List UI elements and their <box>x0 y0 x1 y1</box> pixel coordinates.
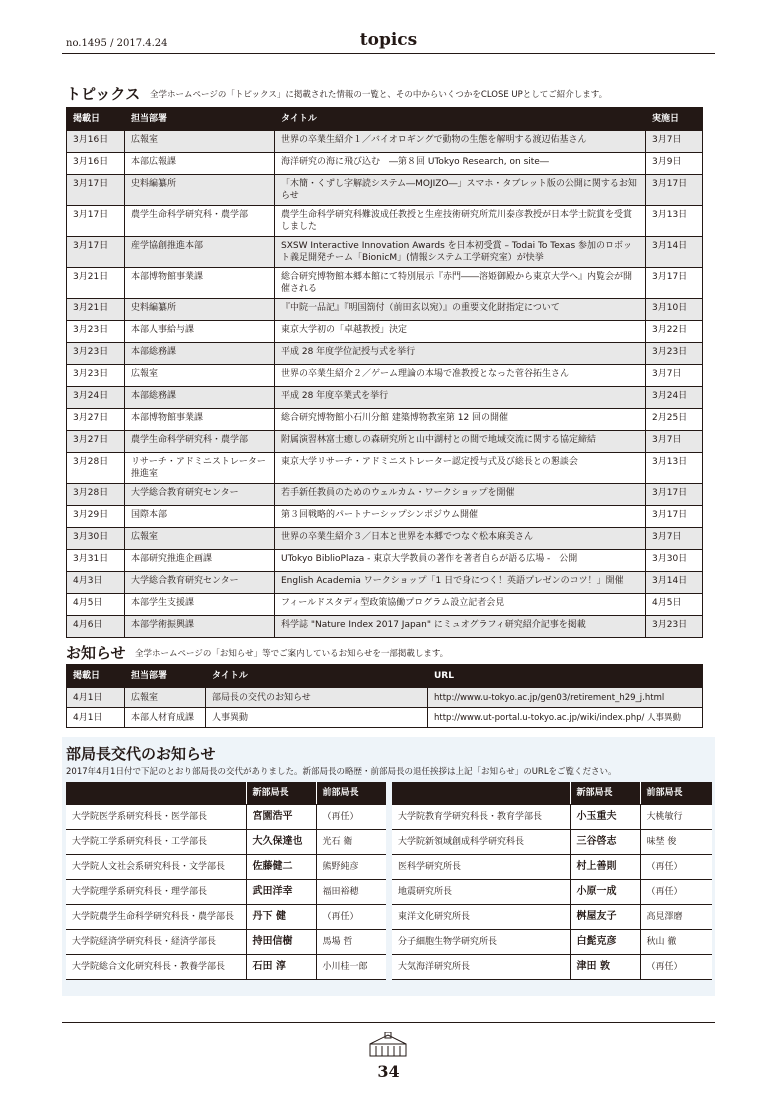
dept-cell: 本部研究推進企画課 <box>125 550 275 572</box>
title-cell: 附属演習林富士癒しの森研究所と山中湖村との間で地域交流に関する協定締結 <box>275 431 646 453</box>
date-cell: 3月21日 <box>67 268 125 299</box>
table-row <box>67 268 703 299</box>
date-cell: 3月16日 <box>67 131 125 153</box>
office-cell: 東洋文化研究所長 <box>392 905 570 930</box>
held-date-cell: 3月13日 <box>646 206 703 237</box>
date-cell: 3月23日 <box>67 365 125 387</box>
col-header-office <box>66 782 246 805</box>
title-cell: 平成 28 年度卒業式を挙行 <box>275 387 646 409</box>
dept-cell: 広報室 <box>125 131 275 153</box>
held-date-cell: 3月23日 <box>646 343 703 365</box>
title-cell: SXSW Interactive Innovation Awards を日本初受賞 – Todai To Texas 参加のロボット義足開発チーム「BionicM」(情報システム工学研究室）が快挙 <box>275 237 646 268</box>
table-row <box>66 855 386 880</box>
held-date-cell: 3月17日 <box>646 506 703 528</box>
held-date-cell: 3月17日 <box>646 268 703 299</box>
date-cell: 3月30日 <box>67 528 125 550</box>
page-number: 34 <box>377 1062 400 1081</box>
date-cell: 3月23日 <box>67 321 125 343</box>
table-row <box>67 343 703 365</box>
office-cell: 大学院理学系研究科長・理学部長 <box>66 880 246 905</box>
exchange-body-left <box>66 805 386 980</box>
col-header-title: タイトル <box>206 665 428 688</box>
dept-cell: 広報室 <box>125 688 206 708</box>
exchange-header-row <box>66 782 386 805</box>
date-cell: 3月31日 <box>67 550 125 572</box>
table-row <box>67 387 703 409</box>
held-date-cell: 2月25日 <box>646 409 703 431</box>
dept-cell: 本部博物館事業課 <box>125 409 275 431</box>
table-row <box>67 453 703 484</box>
topics-table <box>66 107 703 638</box>
previous-head-cell: 馬場 哲 <box>316 930 386 955</box>
header-rule <box>62 53 715 54</box>
dept-cell: 広報室 <box>125 365 275 387</box>
dept-cell: 史料編纂所 <box>125 175 275 206</box>
dept-cell: 本部広報課 <box>125 153 275 175</box>
new-head-cell: 武田洋幸 <box>246 880 316 905</box>
title-cell: 科学誌 "Nature Index 2017 Japan" にミュオグラフィ研究紹介記事を掲載 <box>275 616 646 638</box>
dept-cell: リサーチ・アドミニストレーター推進室 <box>125 453 275 484</box>
previous-head-cell: 秋山 徹 <box>640 930 712 955</box>
col-header-date: 掲載日 <box>67 108 125 131</box>
exchange-table-left <box>66 782 386 980</box>
footer-rule <box>62 1022 715 1023</box>
new-head-cell: 大久保達也 <box>246 830 316 855</box>
date-cell: 3月17日 <box>67 237 125 268</box>
notices-table <box>66 664 703 728</box>
dept-cell: 産学協創推進本部 <box>125 237 275 268</box>
table-row <box>392 830 712 855</box>
table-row <box>67 237 703 268</box>
dept-cell: 本部人材育成課 <box>125 708 206 728</box>
new-head-cell: 宮園浩平 <box>246 805 316 830</box>
held-date-cell: 3月10日 <box>646 299 703 321</box>
date-cell: 4月5日 <box>67 594 125 616</box>
date-cell: 3月23日 <box>67 343 125 365</box>
office-cell: 大学院総合文化研究科長・教養学部長 <box>66 955 246 980</box>
table-row <box>392 805 712 830</box>
table-row <box>67 484 703 506</box>
date-cell: 4月1日 <box>67 688 125 708</box>
new-head-cell: 石田 淳 <box>246 955 316 980</box>
col-header-prev: 前部局長 <box>316 782 386 805</box>
new-head-cell: 持田信樹 <box>246 930 316 955</box>
office-cell: 地震研究所長 <box>392 880 570 905</box>
title-cell: フィールドスタディ型政策協働プログラム設立記者会見 <box>275 594 646 616</box>
exchange-title: 部局長交代のお知らせ <box>66 745 216 763</box>
date-cell: 4月3日 <box>67 572 125 594</box>
office-cell: 大気海洋研究所長 <box>392 955 570 980</box>
held-date-cell: 3月17日 <box>646 175 703 206</box>
office-cell: 医科学研究所長 <box>392 855 570 880</box>
table-row <box>67 616 703 638</box>
dept-cell: 大学総合教育研究センター <box>125 484 275 506</box>
office-cell: 大学院医学系研究科長・医学部長 <box>66 805 246 830</box>
title-cell: 農学生命科学研究科難波成任教授と生産技術研究所荒川泰彦教授が日本学士院賞を受賞しました <box>275 206 646 237</box>
exchange-body-right <box>392 805 712 980</box>
date-cell: 3月28日 <box>67 453 125 484</box>
previous-head-cell: 福田裕穂 <box>316 880 386 905</box>
office-cell: 大学院農学生命科学研究科長・農学部長 <box>66 905 246 930</box>
date-cell: 3月17日 <box>67 175 125 206</box>
notices-title: お知らせ <box>66 644 126 662</box>
col-header-date: 掲載日 <box>67 665 125 688</box>
new-head-cell: 小原一成 <box>570 880 640 905</box>
title-cell: 世界の卒業生紹介３／日本と世界を本郷でつなぐ松本麻美さん <box>275 528 646 550</box>
previous-head-cell: 小川桂一郎 <box>316 955 386 980</box>
previous-head-cell: 熊野純彦 <box>316 855 386 880</box>
col-header-dept: 担当部署 <box>125 108 275 131</box>
table-row <box>67 708 703 728</box>
table-row <box>66 880 386 905</box>
table-row <box>67 321 703 343</box>
held-date-cell: 3月9日 <box>646 153 703 175</box>
previous-head-cell: （再任） <box>640 955 712 980</box>
table-row <box>67 131 703 153</box>
table-row <box>66 930 386 955</box>
held-date-cell: 3月22日 <box>646 321 703 343</box>
col-header-title: タイトル <box>275 108 646 131</box>
date-cell: 3月16日 <box>67 153 125 175</box>
new-head-cell: 村上善則 <box>570 855 640 880</box>
new-head-cell: 津田 敦 <box>570 955 640 980</box>
dept-cell: 広報室 <box>125 528 275 550</box>
table-row <box>66 955 386 980</box>
topics-header-row <box>67 108 703 131</box>
title-cell: 海洋研究の海に飛び込む ―第８回 UTokyo Research, on site― <box>275 153 646 175</box>
title-cell: 世界の卒業生紹介１／バイオロギングで動物の生態を解明する渡辺佑基さん <box>275 131 646 153</box>
date-cell: 3月21日 <box>67 299 125 321</box>
table-row <box>67 299 703 321</box>
held-date-cell: 3月7日 <box>646 431 703 453</box>
held-date-cell: 3月14日 <box>646 572 703 594</box>
previous-head-cell: 大桃敏行 <box>640 805 712 830</box>
table-row <box>392 905 712 930</box>
issue-info: no.1495 / 2017.4.24 <box>66 38 168 49</box>
title-cell: 東京大学初の「卓越教授」決定 <box>275 321 646 343</box>
date-cell: 3月24日 <box>67 387 125 409</box>
office-cell: 大学院新領域創成科学研究科長 <box>392 830 570 855</box>
date-cell: 3月28日 <box>67 484 125 506</box>
table-row <box>67 153 703 175</box>
date-cell: 3月27日 <box>67 409 125 431</box>
previous-head-cell: （再任） <box>316 905 386 930</box>
url-cell: http://www.ut-portal.u-tokyo.ac.jp/wiki/index.php/ 人事異動 <box>428 708 703 728</box>
col-header-dept: 担当部署 <box>125 665 206 688</box>
dept-cell: 農学生命科学研究科・農学部 <box>125 431 275 453</box>
exchange-header-row <box>392 782 712 805</box>
notices-body <box>67 688 703 728</box>
table-row <box>67 572 703 594</box>
table-row <box>67 528 703 550</box>
dept-cell: 本部学生支援課 <box>125 594 275 616</box>
table-row <box>66 805 386 830</box>
table-row <box>67 431 703 453</box>
title-cell: 「木簡・くずし字解読システム―MOJIZO―」スマホ・タブレット版の公開に関するお知らせ <box>275 175 646 206</box>
office-cell: 分子細胞生物学研究所長 <box>392 930 570 955</box>
table-row <box>67 688 703 708</box>
title-cell: 総合研究博物館本郷本館にて特別展示『赤門――溶姫御殿から東京大学へ』内覧会が開催される <box>275 268 646 299</box>
title-cell: 『中院一品記』『明国箚付（前田玄以宛）』の重要文化財指定について <box>275 299 646 321</box>
held-date-cell: 3月14日 <box>646 237 703 268</box>
title-cell: 平成 28 年度学位記授与式を挙行 <box>275 343 646 365</box>
dept-cell: 本部総務課 <box>125 387 275 409</box>
dept-cell: 国際本部 <box>125 506 275 528</box>
dept-cell: 本部博物館事業課 <box>125 268 275 299</box>
title-cell: English Academia ワークショップ「1 日で身につく！英語プレゼンのコツ！」開催 <box>275 572 646 594</box>
table-row <box>392 880 712 905</box>
title-cell: 若手新任教員のためのウェルカム・ワークショップを開催 <box>275 484 646 506</box>
table-row <box>66 905 386 930</box>
new-head-cell: 佐藤健二 <box>246 855 316 880</box>
previous-head-cell: 高見澤磨 <box>640 905 712 930</box>
title-cell: 部局長の交代のお知らせ <box>206 688 428 708</box>
dept-cell: 本部総務課 <box>125 343 275 365</box>
table-row <box>67 594 703 616</box>
previous-head-cell: 光石 衛 <box>316 830 386 855</box>
col-header-prev: 前部局長 <box>640 782 712 805</box>
held-date-cell: 3月7日 <box>646 365 703 387</box>
exchange-table-right <box>392 782 712 980</box>
title-cell: 人事異動 <box>206 708 428 728</box>
dept-cell: 大学総合教育研究センター <box>125 572 275 594</box>
col-header-held: 実施日 <box>646 108 703 131</box>
table-row <box>67 206 703 237</box>
date-cell: 3月29日 <box>67 506 125 528</box>
held-date-cell: 3月17日 <box>646 484 703 506</box>
new-head-cell: 桝屋友子 <box>570 905 640 930</box>
col-header-url: URL <box>428 665 703 688</box>
previous-head-cell: 味埜 俊 <box>640 830 712 855</box>
table-row <box>67 409 703 431</box>
title-cell: 第３回戦略的パートナーシップシンポジウム開催 <box>275 506 646 528</box>
table-row <box>392 930 712 955</box>
previous-head-cell: （再任） <box>316 805 386 830</box>
new-head-cell: 三谷啓志 <box>570 830 640 855</box>
title-cell: 東京大学リサーチ・アドミニストレーター認定授与式及び総長との懇談会 <box>275 453 646 484</box>
dept-cell: 本部人事給与課 <box>125 321 275 343</box>
page-title: topics <box>359 30 418 50</box>
notices-note: 全学ホームページの「お知らせ」等でご案内しているお知らせを一部掲載します。 <box>135 649 449 659</box>
held-date-cell: 3月7日 <box>646 528 703 550</box>
held-date-cell: 3月30日 <box>646 550 703 572</box>
topics-note: 全学ホームページの「トピックス」に掲載された情報の一覧と、その中からいくつかをCLOSE UPとしてご紹介します。 <box>150 90 608 100</box>
dept-cell: 農学生命科学研究科・農学部 <box>125 206 275 237</box>
col-header-new: 新部局長 <box>246 782 316 805</box>
title-cell: UTokyo BiblioPlaza - 東京大学教員の著作を著者自らが語る広場 - 公開 <box>275 550 646 572</box>
office-cell: 大学院教育学研究科長・教育学部長 <box>392 805 570 830</box>
new-head-cell: 丹下 健 <box>246 905 316 930</box>
table-row <box>67 365 703 387</box>
held-date-cell: 4月5日 <box>646 594 703 616</box>
previous-head-cell: （再任） <box>640 855 712 880</box>
notices-header-row <box>67 665 703 688</box>
office-cell: 大学院工学系研究科長・工学部長 <box>66 830 246 855</box>
topics-body <box>67 131 703 638</box>
held-date-cell: 3月23日 <box>646 616 703 638</box>
office-cell: 大学院経済学研究科長・経済学部長 <box>66 930 246 955</box>
table-row <box>66 830 386 855</box>
previous-head-cell: （再任） <box>640 880 712 905</box>
table-row <box>67 550 703 572</box>
date-cell: 3月27日 <box>67 431 125 453</box>
exchange-note: 2017年4月1日付で下記のとおり部局長の交代がありました。新部局長の略歴・前部局長の退任挨拶は上記「お知らせ」のURLをご覧ください。 <box>66 767 617 777</box>
table-row <box>392 855 712 880</box>
table-row <box>67 506 703 528</box>
held-date-cell: 3月7日 <box>646 131 703 153</box>
office-cell: 大学院人文社会系研究科長・文学部長 <box>66 855 246 880</box>
col-header-new: 新部局長 <box>570 782 640 805</box>
date-cell: 3月17日 <box>67 206 125 237</box>
date-cell: 4月6日 <box>67 616 125 638</box>
date-cell: 4月1日 <box>67 708 125 728</box>
dept-cell: 史料編纂所 <box>125 299 275 321</box>
held-date-cell: 3月24日 <box>646 387 703 409</box>
title-cell: 総合研究博物館小石川分館 建築博物教室第 12 回の開催 <box>275 409 646 431</box>
title-cell: 世界の卒業生紹介２／ゲーム理論の本場で准教授となった菅谷拓生さん <box>275 365 646 387</box>
col-header-office <box>392 782 570 805</box>
new-head-cell: 白髭克彦 <box>570 930 640 955</box>
topics-title: トピックス <box>66 85 141 103</box>
table-row <box>392 955 712 980</box>
held-date-cell: 3月13日 <box>646 453 703 484</box>
university-emblem-icon <box>368 1032 408 1058</box>
dept-cell: 本部学術振興課 <box>125 616 275 638</box>
table-row <box>67 175 703 206</box>
url-cell: http://www.u-tokyo.ac.jp/gen03/retirement_h29_j.html <box>428 688 703 708</box>
new-head-cell: 小玉重夫 <box>570 805 640 830</box>
